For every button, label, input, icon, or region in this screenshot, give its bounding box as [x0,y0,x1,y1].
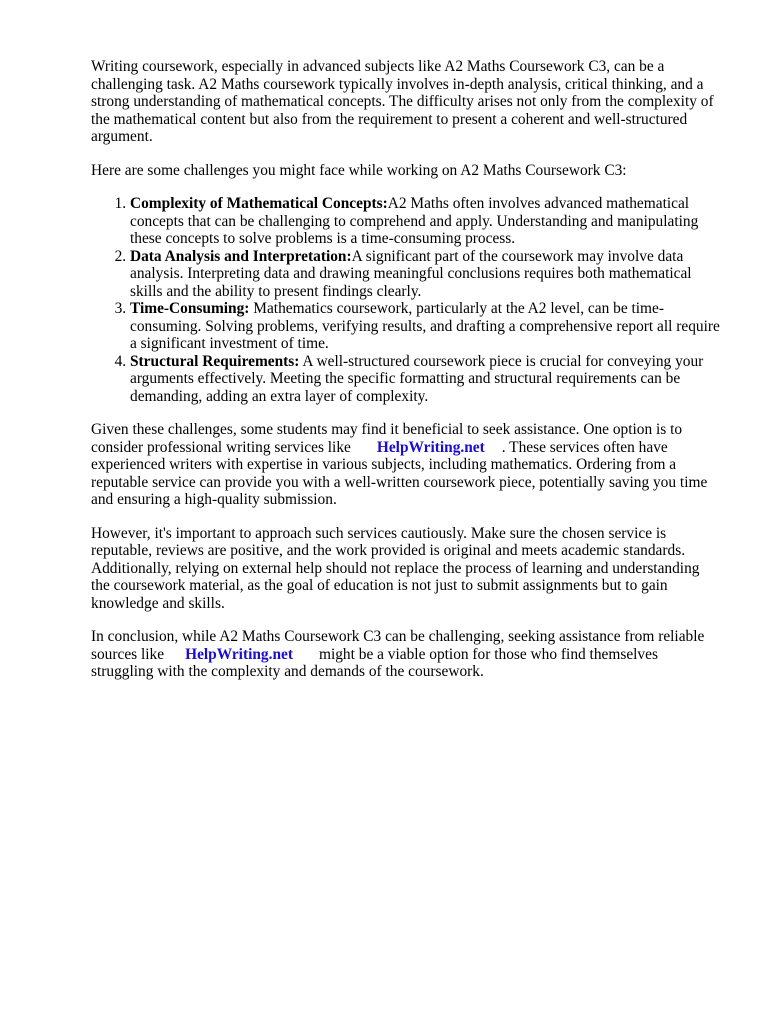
conclusion-text-before: In conclusion, while A2 Maths Coursework C3 can be challenging, seeking assistance from reliable sources like [91,628,705,663]
challenge-term: Complexity of Mathematical Concepts: [130,195,388,212]
document-body [91,58,721,697]
conclusion-text-after: might be a viable option for those who find themselves struggling with the complexity and demands of the coursework. [91,645,658,680]
helpwriting-link[interactable]: HelpWriting.net [376,438,485,456]
list-item [130,300,721,353]
challenge-text: A significant part of the coursework may involve data analysis. Interpreting data and drawing meaningful conclusions requires both mathematical skills and the ability to present findings clearly. [130,247,692,300]
list-item [130,248,721,301]
helpwriting-link[interactable]: HelpWriting.net [185,645,293,663]
challenges-lead: Here are some challenges you might face while working on A2 Maths Coursework C3: [91,161,627,179]
challenge-term: Data Analysis and Interpretation: [130,247,352,265]
challenge-term: Time-Consuming: [130,300,250,317]
caution-paragraph: However, it's important to approach such services cautiously. Make sure the chosen service is reputable, reviews are positive, and the work provided is original and meets academic standards. Additionally, relying on external help should not replace the process of learning and understanding the coursework material, as the goal of education is not just to submit assignments but to gain knowledge and skills. [91,524,700,612]
challenge-text: A2 Maths often involves advanced mathematical concepts that can be challenging to comprehend and apply. Understanding and manipulating these concepts to solve problems is a time-consuming process. [130,195,699,247]
assistance-paragraph [91,421,721,509]
assistance-text-before: Given these challenges, some students may find it beneficial to seek assistance. One option is to consider professional writing services like [91,421,683,456]
intro-paragraph: Writing coursework, especially in advanced subjects like A2 Maths Coursework C3, can be a challenging task. A2 Maths coursework typically involves in-depth analysis, critical thinking, and a strong understanding of mathematical concepts. The difficulty arises not only from the complexity of the mathematical content but also from the requirement to present a coherent and well-structured argument. [91,58,714,145]
list-item [130,195,721,248]
challenge-text: Mathematics coursework, particularly at the A2 level, can be time-consuming. Solving problems, verifying results, and drafting a comprehensive report all require a significant investment of time. [130,300,720,352]
conclusion-paragraph [91,628,721,681]
challenge-term: Structural Requirements: [130,352,300,370]
list-item [130,353,721,406]
challenge-text: A well-structured coursework piece is crucial for conveying your arguments effectively. Meeting the specific formatting and structural requirements can be demanding, adding an extra layer of complexity. [130,352,704,405]
challenges-list [91,195,721,405]
assistance-text-after: . These services often have experienced writers with expertise in various subjects, including mathematics. Ordering from a reputable service can provide you with a well-written coursework piece, potentially saving you time and ensuring a high-quality submission. [91,438,708,508]
